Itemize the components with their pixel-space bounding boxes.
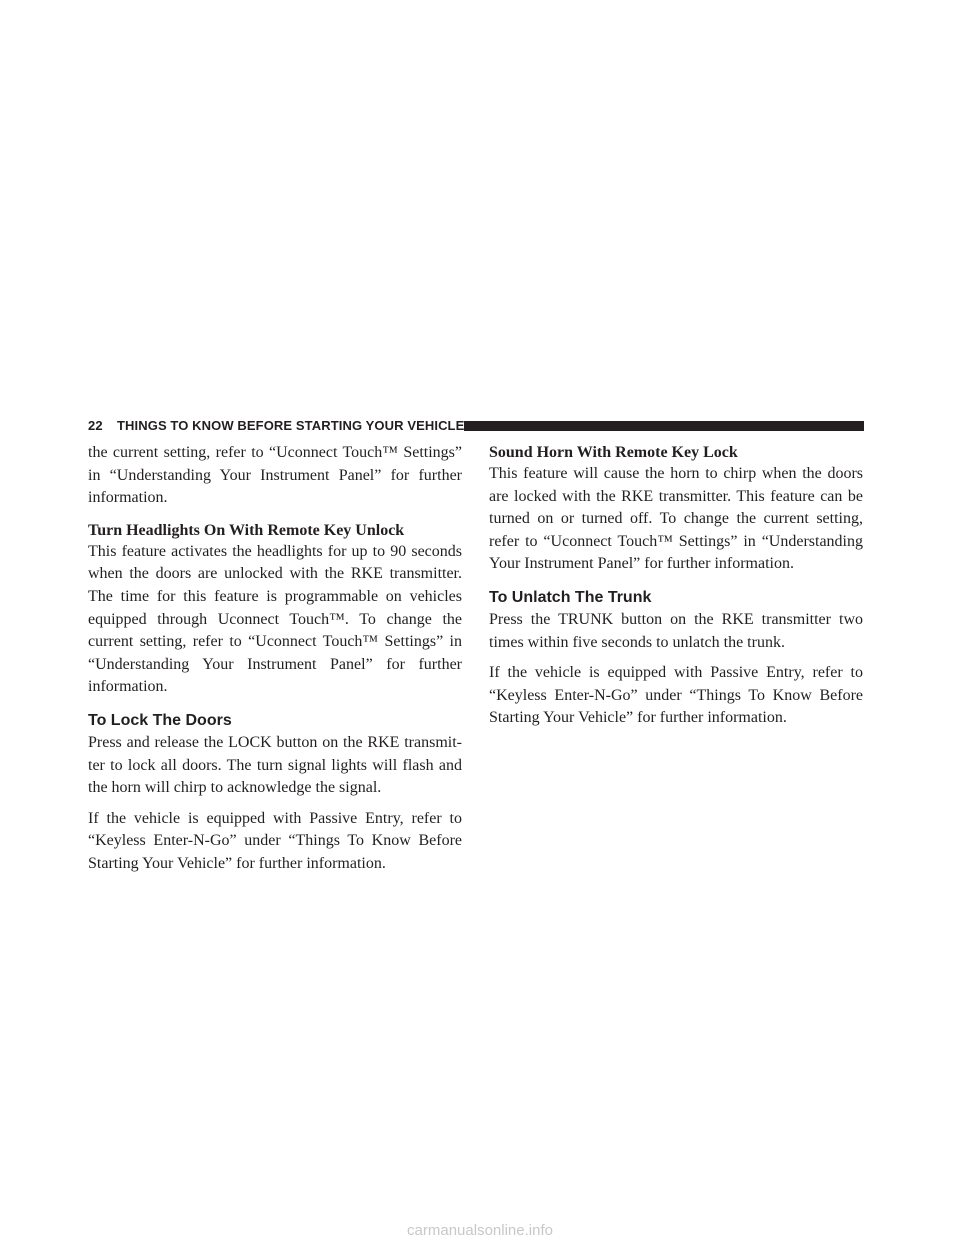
- page-header: [88, 418, 864, 434]
- headlights-paragraph: This feature activates the headlights for up to 90 seconds when the doors are unlocked with the RKE transmitter. The time for this feature is programmable on vehicles equipped through Uconnect Touch™. To change the current setting, refer to “Uconnect Touch™ Settings” in “Understanding Your Instrument Panel” for further information.: [88, 542, 462, 696]
- watermark-link[interactable]: carmanualsonline.info: [407, 1222, 553, 1239]
- header-rule: [464, 421, 864, 431]
- page-number: 22: [88, 418, 103, 433]
- sound-horn-heading: Sound Horn With Remote Key Lock: [489, 444, 738, 461]
- headlights-heading: Turn Headlights On With Remote Key Unlock: [88, 521, 405, 539]
- lock-doors-heading: To Lock The Doors: [88, 711, 232, 729]
- sound-horn-paragraph: This feature will cause the horn to chirp when the doors are locked with the RKE transmitter. This feature can be turned on or turned off. To change the current setting, refer to “Uconnect Touch™ Settings” in “Understanding Your Instrument Panel” for further information.: [489, 465, 863, 573]
- continued-paragraph: the current setting, refer to “Uconnect Touch™ Settings” in “Understanding Your Instrument Panel” for further information.: [88, 444, 462, 507]
- unlatch-trunk-paragraph: Press the TRUNK button on the RKE transmitter two times within five seconds to unlatch the trunk.: [489, 610, 863, 651]
- trunk-passive-entry-paragraph: If the vehicle is equipped with Passive Entry, refer to “Keyless Enter-N-Go” under “Things To Know Before Starting Your Vehicle” for further information.: [489, 664, 863, 727]
- lock-doors-paragraph: Press and release the LOCK button on the RKE transmit-ter to lock all doors. The turn signal lights will flash and the horn will chirp to acknowledge the signal.: [88, 733, 462, 797]
- unlatch-trunk-heading: To Unlatch The Trunk: [489, 588, 652, 606]
- section-title: THINGS TO KNOW BEFORE STARTING YOUR VEHICLE: [117, 418, 465, 433]
- right-column: [489, 442, 863, 730]
- lock-passive-entry-paragraph: If the vehicle is equipped with Passive Entry, refer to “Keyless Enter-N-Go” under “Things To Know Before Starting Your Vehicle” for further information.: [88, 809, 462, 872]
- left-column: [88, 442, 462, 876]
